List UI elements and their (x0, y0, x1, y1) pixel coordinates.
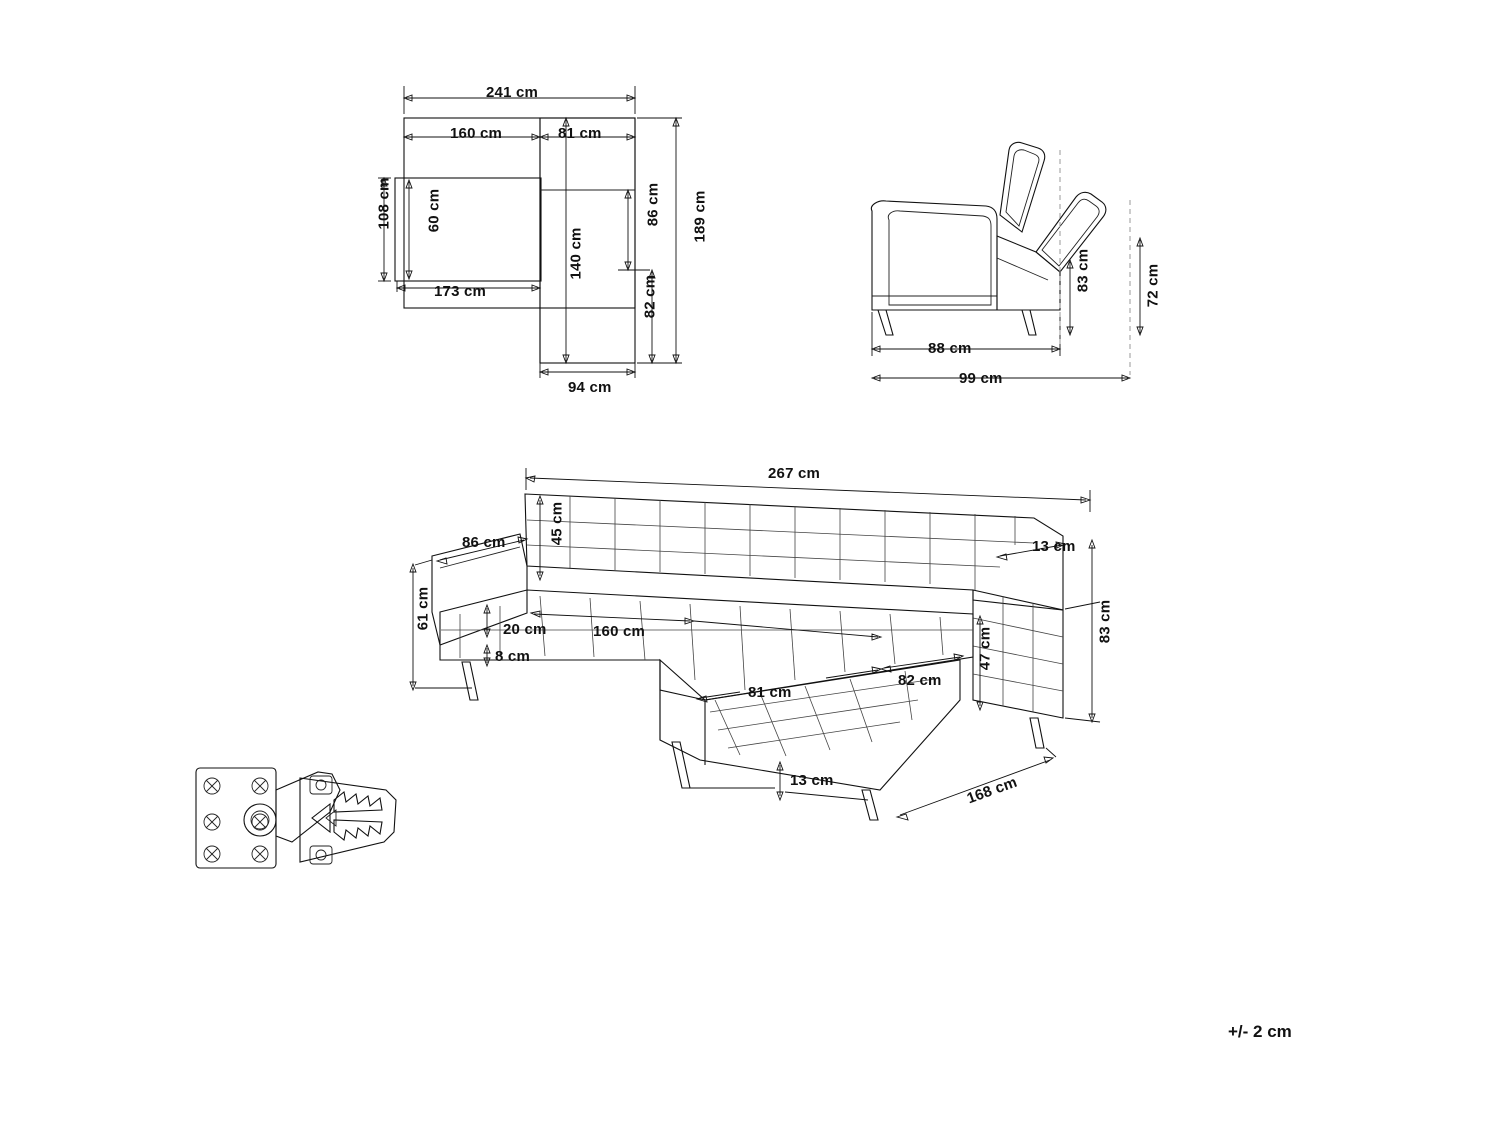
dim-side-83: 83 cm (1074, 248, 1092, 293)
dim-persp-82: 82 cm (898, 672, 942, 689)
dim-side-99: 99 cm (959, 370, 1003, 387)
dim-persp-13-leg: 13 cm (790, 772, 834, 789)
dim-persp-168: 168 cm (964, 773, 1020, 808)
dim-side-88: 88 cm (928, 340, 972, 357)
side-view-geometry (871, 142, 1105, 335)
dim-top-160: 160 cm (450, 125, 503, 142)
dim-side-72: 72 cm (1144, 263, 1162, 308)
dim-persp-160: 160 cm (593, 623, 646, 640)
dim-persp-13-arm: 13 cm (1032, 538, 1076, 555)
dim-top-94: 94 cm (568, 379, 612, 396)
dim-persp-267: 267 cm (768, 465, 821, 482)
top-view-dimension-lines (375, 86, 682, 378)
dim-top-140: 140 cm (567, 227, 585, 280)
dim-top-108: 108 cm (375, 177, 393, 230)
side-view-dimension-lines (872, 150, 1143, 381)
dim-top-241: 241 cm (486, 84, 539, 101)
dim-persp-45: 45 cm (548, 501, 566, 546)
dim-top-81: 81 cm (558, 125, 602, 142)
dim-persp-61: 61 cm (414, 586, 432, 631)
perspective-view-dimension-lines (410, 468, 1100, 820)
dim-top-189: 189 cm (691, 190, 709, 243)
dim-persp-81: 81 cm (748, 684, 792, 701)
dim-persp-8: 8 cm (495, 648, 530, 665)
dim-persp-20: 20 cm (503, 621, 547, 638)
dim-persp-86: 86 cm (462, 534, 506, 551)
dim-persp-47: 47 cm (976, 626, 994, 671)
dim-top-82: 82 cm (641, 274, 659, 319)
dim-persp-83: 83 cm (1096, 599, 1114, 644)
dim-top-173: 173 cm (434, 283, 487, 300)
hardware-detail-geometry (196, 768, 396, 868)
dim-top-86: 86 cm (644, 182, 662, 227)
dim-top-60: 60 cm (425, 188, 443, 233)
tolerance-note: +/- 2 cm (1228, 1022, 1292, 1041)
